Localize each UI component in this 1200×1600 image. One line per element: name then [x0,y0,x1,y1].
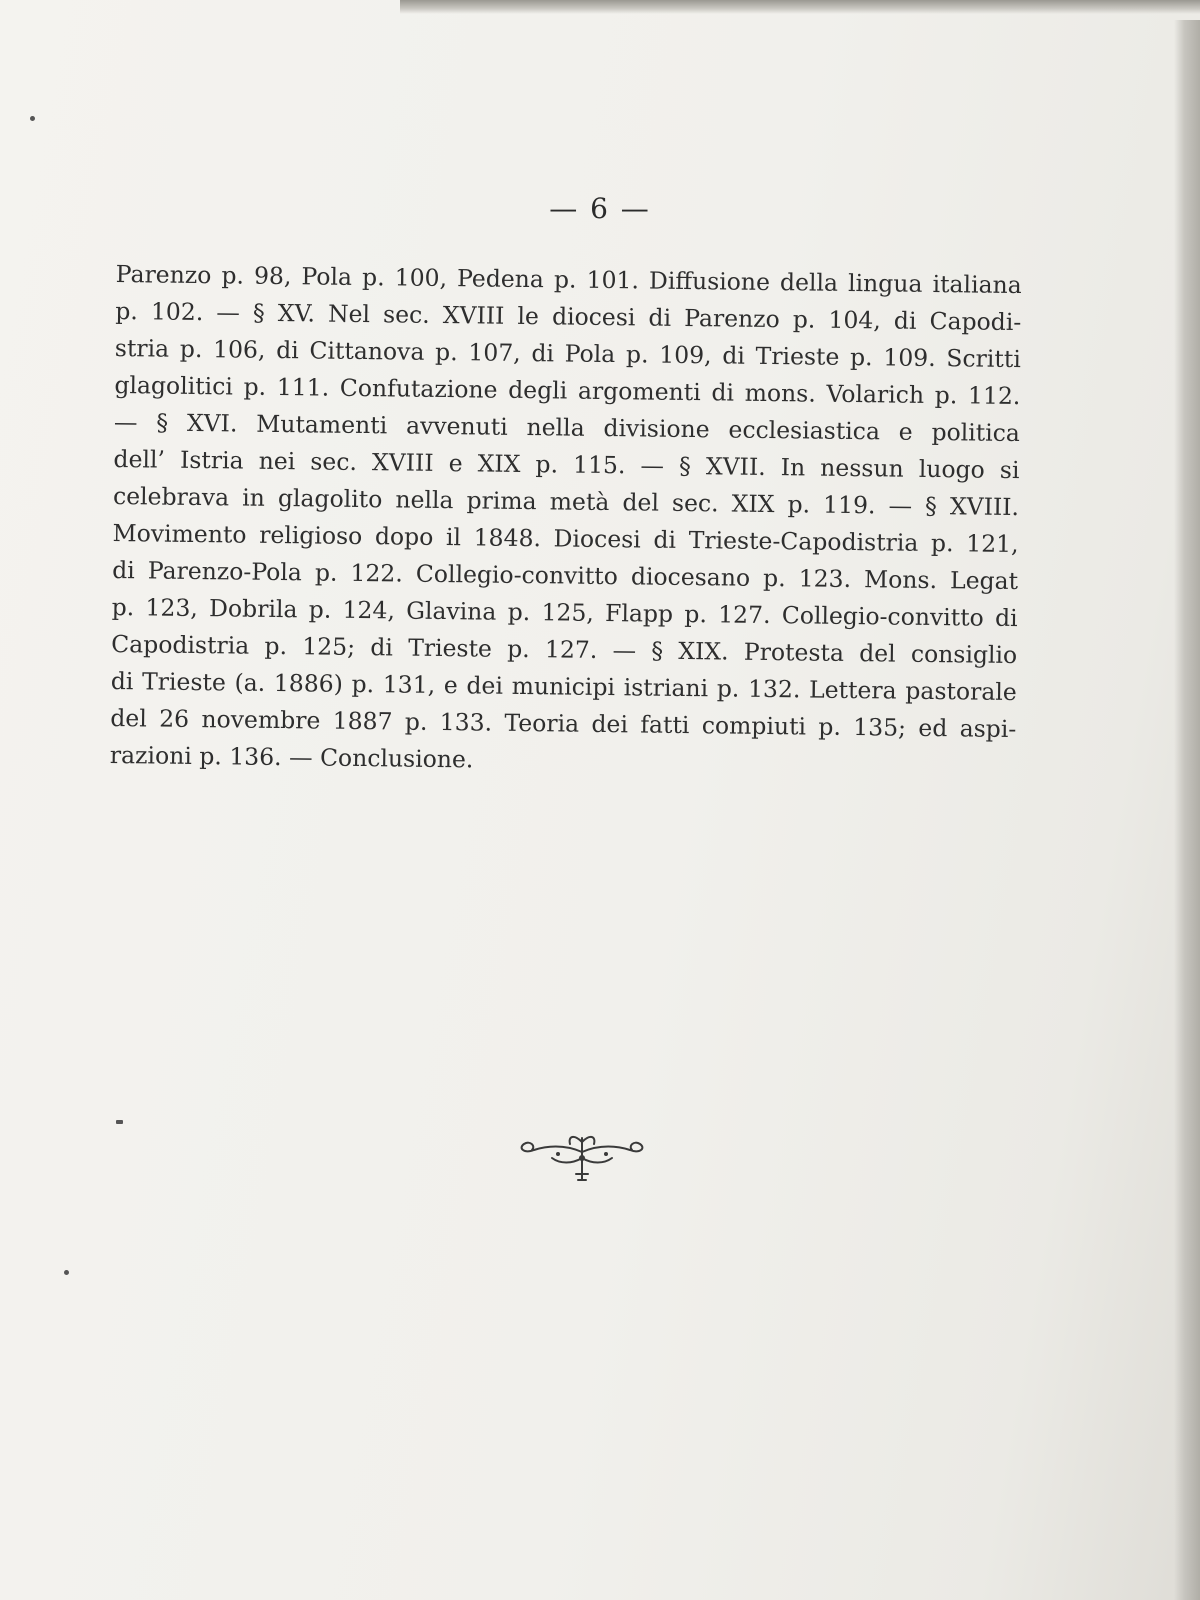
paper-speck [116,1120,123,1124]
top-page-edge [400,0,1200,14]
text-line: p. 123, Dobrila p. 124, Glavina p. 125, Flapp p. 127. Collegio-convitto di [111,592,1018,633]
text-line: dell’ Istria nei sec. XVIII e XIX p. 115. — § XVII. In nessun luogo si [113,444,1020,485]
text-line: celebrava in glagolito nella prima metà del sec. XIX p. 119. — § XVIII. [112,481,1020,522]
text-line: razioni p. 136. — Conclusione. [109,740,474,774]
text-line: del 26 novembre 1887 p. 133. Teoria dei fatti compiuti p. 135; ed aspi- [110,703,1017,744]
text-line: glagolitici p. 111. Confutazione degli argomenti di mons. Volarich p. 112. [114,370,1021,411]
fleuron-ornament-icon [512,1128,652,1188]
right-page-edge [1174,20,1200,1600]
table-of-contents-text [110,256,1022,785]
text-line: — § XVI. Mutamenti avvenuti nella divisione ecclesiastica e politica [113,407,1021,448]
text-line: Movimento religioso dopo il 1848. Diocesi di Trieste-Capodistria p. 121, [112,518,1019,559]
text-line: Capodistria p. 125; di Trieste p. 127. — § XIX. Protesta del consiglio [111,629,1018,670]
text-line: di Trieste (a. 1886) p. 131, e dei municipi istriani p. 132. Lettera pastorale [110,666,1017,707]
paper-speck [30,116,35,121]
paper-speck [64,1270,69,1275]
text-line: Parenzo p. 98, Pola p. 100, Pedena p. 101. Diffusione della lingua italiana [115,259,1022,300]
text-line: di Parenzo-Pola p. 122. Collegio-convitto diocesano p. 123. Mons. Legat [111,555,1019,596]
text-line: p. 102. — § XV. Nel sec. XVIII le diocesi di Parenzo p. 104, di Capodi- [115,296,1022,337]
page-number: — 6 — [549,192,651,225]
text-line: stria p. 106, di Cittanova p. 107, di Pola p. 109, di Trieste p. 109. Scritti [114,333,1021,374]
